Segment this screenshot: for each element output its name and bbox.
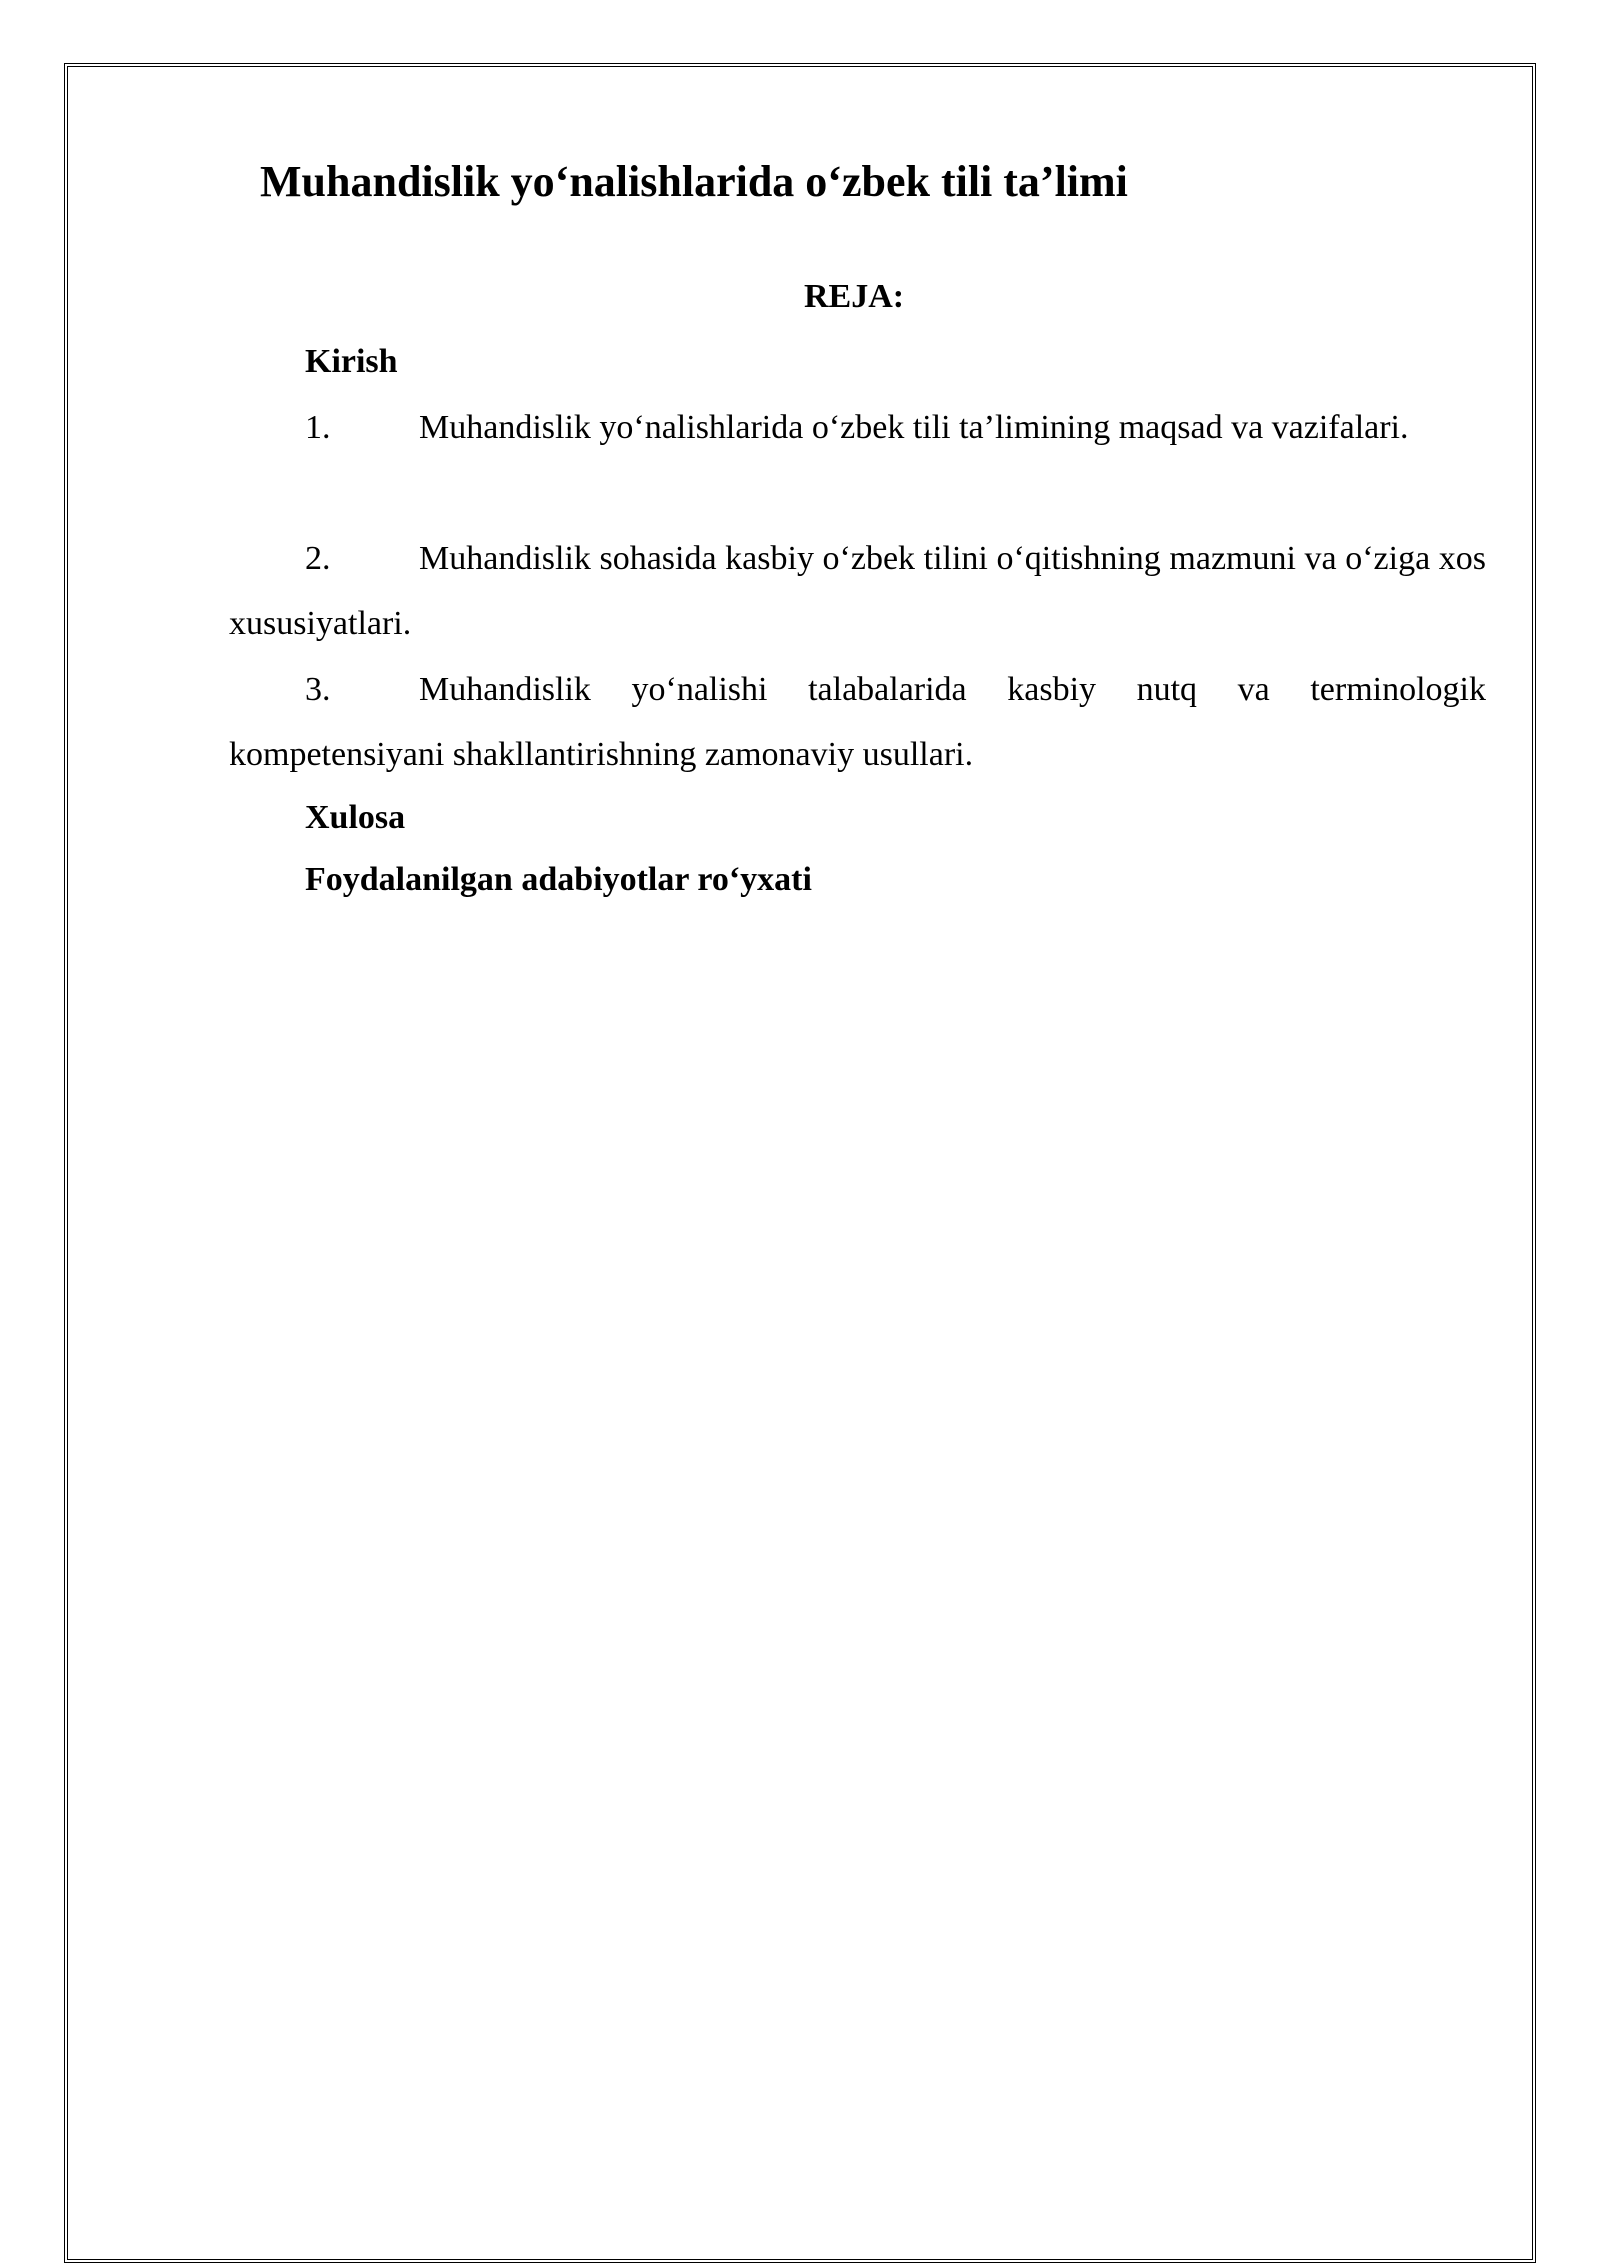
- plan-item-2: [229, 526, 1486, 656]
- references-heading: Foydalanilgan adabiyotlar ro‘yxati: [305, 861, 812, 898]
- conclusion-heading: Xulosa: [305, 799, 406, 836]
- plan-item-number: 3.: [305, 671, 331, 708]
- plan-item-1: [229, 395, 1486, 460]
- plan-item-3: [229, 657, 1486, 787]
- plan-item-number: 1.: [305, 409, 331, 446]
- page-border: [64, 63, 1536, 2263]
- plan-item-text: Muhandislik yo‘nalishlarida o‘zbek tili ta’limining maqsad va vazifalari.: [419, 409, 1409, 446]
- document-title: Muhandislik yo‘nalishlarida o‘zbek tili ta’limi: [260, 157, 1128, 206]
- plan-item-text: Muhandislik sohasida kasbiy o‘zbek tilini o‘qitishning mazmuni va o‘ziga xos xususiyatlari.: [229, 540, 1486, 642]
- intro-heading: Kirish: [305, 343, 398, 380]
- plan-item-number: 2.: [305, 540, 331, 577]
- plan-item-text: Muhandislik yo‘nalishi talabalarida kasbiy nutq va terminologik kompetensiyani shakllantirishning zamonaviy usullari.: [229, 671, 1486, 773]
- plan-heading: REJA:: [804, 278, 905, 315]
